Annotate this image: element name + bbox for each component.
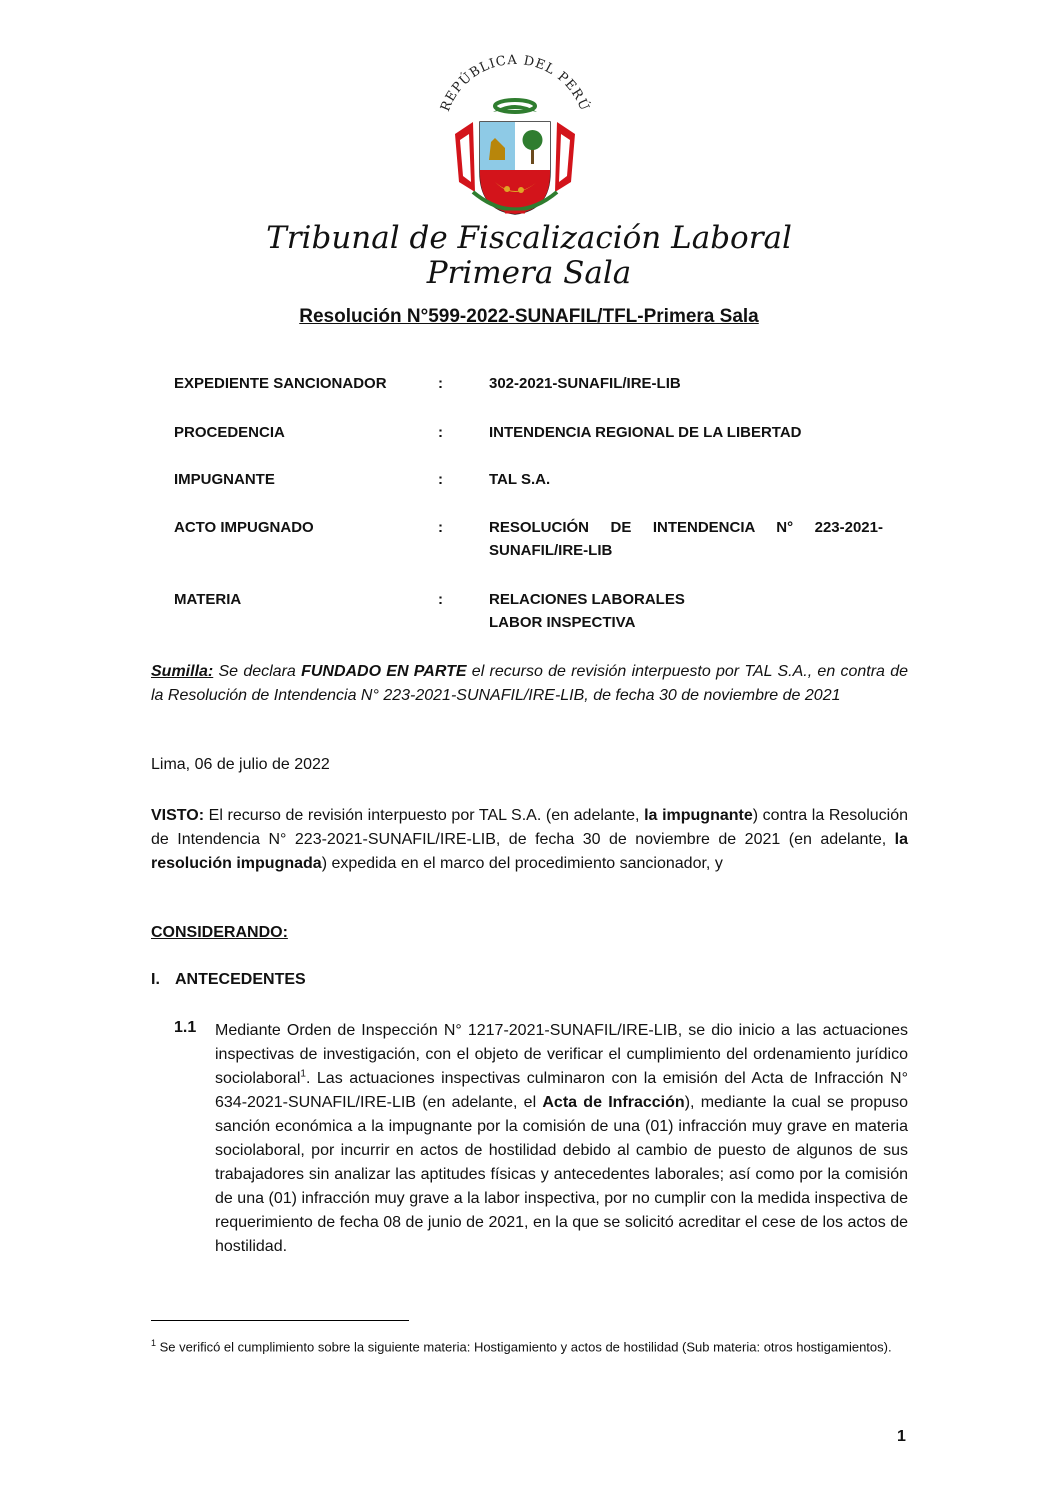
- footnote-separator: [151, 1320, 409, 1321]
- meta-value: INTENDENCIA REGIONAL DE LA LIBERTAD: [489, 424, 802, 441]
- meta-label: ACTO IMPUGNADO: [174, 519, 314, 536]
- coat-of-arms-icon: [425, 42, 605, 220]
- meta-value: 302-2021-SUNAFIL/IRE-LIB: [489, 375, 681, 392]
- sala-title: Primera Sala: [426, 255, 632, 291]
- meta-colon: :: [438, 519, 443, 536]
- meta-colon: :: [438, 375, 443, 392]
- footnote-ref: 1: [300, 1068, 306, 1080]
- page-number: 1: [897, 1428, 906, 1445]
- meta-colon: :: [438, 424, 443, 441]
- date-line: Lima, 06 de julio de 2022: [151, 756, 330, 773]
- footnote: $^1$ Se verificó el cumplimiento sobre la siguiente materia: Hostigamiento y actos de hostilidad (Sub materia: otros hostigamientos).: [151, 1338, 892, 1355]
- section-heading: I. ANTECEDENTES: [151, 971, 306, 988]
- visto-paragraph: VISTO: El recurso de revisión interpuesto por TAL S.A. (en adelante, la impugnante) contra la Resolución de Intendencia N° 223-2021-SUNAFIL/IRE-LIB, de fecha 30 de noviembre de 2021 (en adelante, la resolución impugnada) expedida en el marco del procedimiento sancionador, y: [151, 807, 908, 872]
- resolution-heading: Resolución N°599-2022-SUNAFIL/TFL-Primera Sala: [299, 306, 759, 327]
- meta-value: RESOLUCIÓN DE INTENDENCIA N° 223-2021- SUNAFIL/IRE-LIB: [489, 519, 883, 559]
- tribunal-title: Tribunal de Fiscalización Laboral: [266, 220, 792, 256]
- meta-value: RELACIONES LABORALES LABOR INSPECTIVA: [489, 591, 685, 631]
- svg-text:REPÚBLICA DEL PERÚ: [438, 53, 594, 114]
- paragraph-number: 1.1: [174, 1019, 197, 1036]
- meta-label: EXPEDIENTE SANCIONADOR: [174, 375, 387, 392]
- meta-colon: :: [438, 591, 443, 608]
- seal-motto: REPÚBLICA DEL PERÚ: [438, 52, 592, 114]
- sumilla-paragraph: Sumilla: Se declara FUNDADO EN PARTE el recurso de revisión interpuesto por TAL S.A., en contra de la Resolución de Intendencia N° 223-2021-SUNAFIL/IRE-LIB, de fecha 30 de noviembre de 2021: [151, 663, 909, 704]
- meta-value: TAL S.A.: [489, 471, 551, 488]
- meta-label: IMPUGNANTE: [174, 471, 275, 488]
- meta-label: MATERIA: [174, 591, 242, 608]
- meta-label: PROCEDENCIA: [174, 424, 285, 441]
- considerando-heading: CONSIDERANDO:: [151, 924, 288, 941]
- paragraph-1-1: Mediante Orden de Inspección N° 1217-2021-SUNAFIL/IRE-LIB, se dio inicio a las actuaciones inspectivas de investigación, con el objeto de verificar el cumplimiento del ordenamiento jurídico sociolaboral$^1$. Las actuaciones inspectivas culminaron con la emisión del Acta de Infracción N° 634-2021-SUNAFIL/IRE-LIB (en adelante, el Acta de Infracción), mediante la cual se propuso sanción económica a la impugnante por la comisión de una (01) infracción muy grave en materia sociolaboral, por incurrir en actos de hostilidad debido al cambio de puesto de algunos de sus trabajadores sin analizar las aptitudes físicas y antecedentes laborales; así como por la comisión de una (01) infracción muy grave a la labor inspectiva, por no cumplir con la medida inspectiva de requerimiento de fecha 08 de junio de 2021, en la que se solicitó acreditar el cese de los actos de hostilidad.: [215, 1022, 909, 1255]
- meta-colon: :: [438, 471, 443, 488]
